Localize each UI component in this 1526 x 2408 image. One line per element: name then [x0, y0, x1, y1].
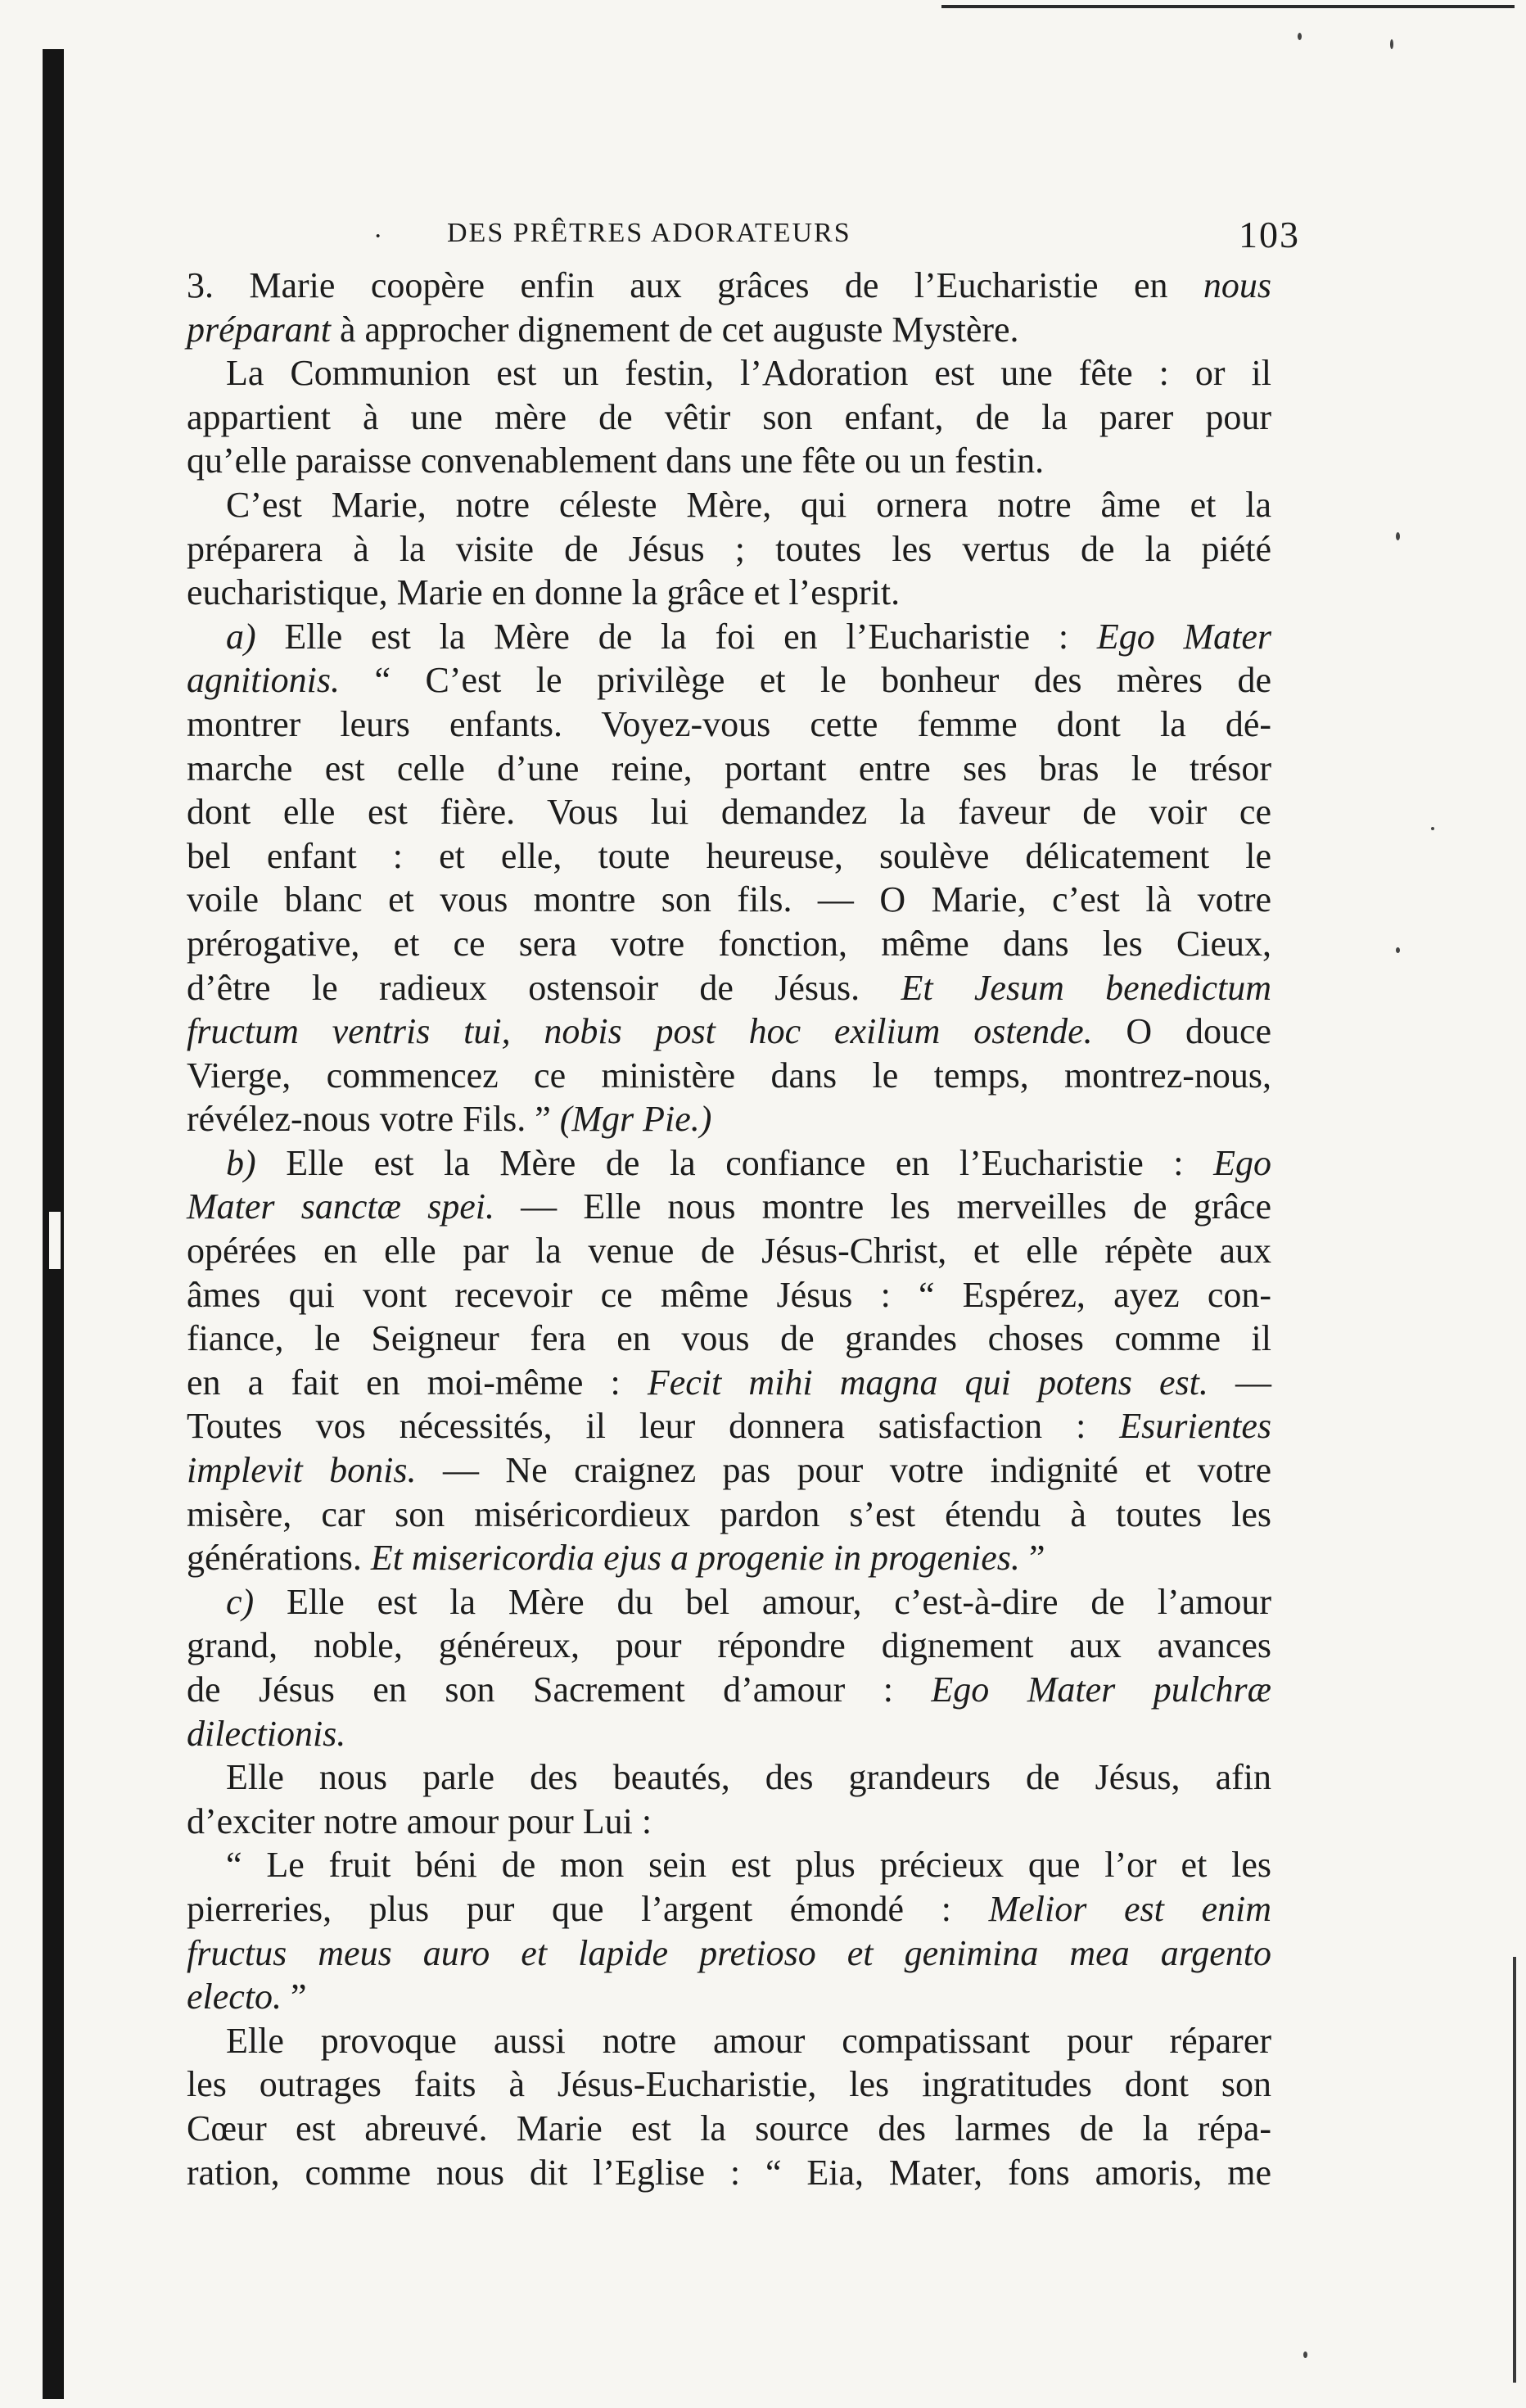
text-line: [187, 1054, 1271, 1098]
text-segment: d’être le radieux ostensoir de Jésus.: [187, 967, 901, 1008]
text-line: [187, 2107, 1271, 2151]
text-line: [187, 439, 1271, 483]
text-segment: ration, comme nous dit l’Eglise : “ Eia, Mater, fons amoris, me: [187, 2152, 1271, 2193]
text-line: [187, 1097, 1271, 1141]
text-segment: O douce: [1092, 1011, 1272, 1052]
text-segment: Elle est la Mère de la foi en l’Eucharistie :: [255, 616, 1097, 657]
italic-segment: Et Jesum benedictum: [901, 967, 1271, 1008]
text-line: [187, 1668, 1271, 1712]
scan-speck: [1390, 39, 1393, 49]
text-segment: bel enfant : et elle, toute heureuse, soulève délicatement le: [187, 835, 1271, 876]
text-segment: âmes qui vont recevoir ce même Jésus : “ Espérez, ayez con-: [187, 1274, 1271, 1315]
text-line: [187, 395, 1271, 440]
italic-segment: electo.: [187, 1977, 282, 2017]
text-line: [187, 703, 1271, 747]
text-line: [187, 1536, 1271, 1580]
italic-segment: Mater sanctæ spei.: [187, 1186, 494, 1227]
text-line: [187, 2062, 1271, 2107]
italic-segment: Ego Mater: [1096, 616, 1272, 657]
text-line: [187, 1185, 1271, 1229]
text-line: [187, 834, 1271, 879]
italic-segment: c): [226, 1581, 255, 1622]
text-segment: les outrages faits à Jésus-Eucharistie, les ingratitudes dont son: [187, 2064, 1271, 2105]
text-segment: générations.: [187, 1538, 371, 1579]
text-line: [187, 308, 1271, 352]
text-line: [187, 1975, 1271, 2019]
text-line: [187, 264, 1271, 308]
italic-segment: dilectionis.: [187, 1713, 346, 1754]
text-segment: eucharistique, Marie en donne la grâce et l’esprit.: [187, 572, 901, 613]
text-segment: à approcher dignement de cet auguste Mystère.: [331, 309, 1019, 350]
text-segment: — Ne craignez pas pour votre indignité et votre: [416, 1450, 1271, 1491]
text-segment: de Jésus en son Sacrement d’amour :: [187, 1669, 932, 1710]
italic-segment: implevit bonis.: [187, 1450, 417, 1491]
page-number: 103: [1239, 214, 1300, 255]
italic-segment: fructum ventris tui, nobis post hoc exilium ostende.: [187, 1011, 1093, 1052]
italic-segment: fructus meus auro et lapide pretioso et genimina mea argento: [187, 1932, 1271, 1973]
text-line: [187, 1317, 1271, 1361]
text-line: [187, 966, 1271, 1010]
text-segment: fiance, le Seigneur fera en vous de grandes choses comme il: [187, 1318, 1271, 1359]
text-segment: grand, noble, généreux, pour répondre dignement aux avances: [187, 1625, 1271, 1666]
text-segment: Elle nous parle des beautés, des grandeurs de Jésus, afin: [226, 1757, 1271, 1798]
text-line: [187, 1273, 1271, 1317]
text-segment: voile blanc et vous montre son fils. — O Marie, c’est là votre: [187, 879, 1271, 920]
text-line: [187, 1755, 1271, 1800]
text-line: [187, 1887, 1271, 1931]
scan-speck: [1396, 947, 1400, 953]
text-segment: “ C’est le privilège et le bonheur des mères de: [340, 660, 1271, 701]
text-segment: La Communion est un festin, l’Adoration est une fête : or il: [226, 353, 1271, 394]
text-line: [187, 658, 1271, 703]
text-segment: 3. Marie coopère enfin aux grâces de l’Eucharistie en: [187, 265, 1203, 305]
text-segment: Cœur est abreuvé. Marie est la source des larmes de la répa-: [187, 2108, 1271, 2148]
text-segment: C’est Marie, notre céleste Mère, qui ornera notre âme et la: [226, 484, 1271, 525]
text-line: [187, 878, 1271, 922]
text-line: [187, 483, 1271, 527]
text-segment: d’exciter notre amour pour Lui :: [187, 1800, 652, 1841]
scan-speck: [1431, 827, 1434, 830]
text-segment: qu’elle paraisse convenablement dans une fête ou un festin.: [187, 440, 1045, 481]
italic-segment: a): [226, 616, 256, 657]
italic-segment: (Mgr Pie.): [559, 1099, 712, 1140]
text-line: [187, 1931, 1271, 1976]
scan-speck: [1396, 532, 1400, 540]
running-header: [187, 214, 1300, 257]
scan-right-edge: [1513, 1957, 1516, 2383]
text-segment: préparera à la visite de Jésus ; toutes les vertus de la piété: [187, 528, 1271, 569]
text-line: [187, 922, 1271, 966]
running-title: DES PRÊTRES ADORATEURS: [447, 218, 851, 248]
text-segment: marche est celle d’une reine, portant entre ses bras le trésor: [187, 748, 1271, 788]
italic-segment: Ego Mater pulchræ: [931, 1669, 1271, 1710]
text-line: [187, 1624, 1271, 1668]
scan-speck: [1298, 33, 1302, 40]
binding-gap: [49, 1212, 61, 1269]
text-line: [187, 2151, 1271, 2195]
scan-top-rule: [941, 5, 1515, 8]
text-segment: — Elle nous montre les merveilles de grâce: [494, 1186, 1271, 1227]
italic-segment: préparant: [187, 309, 331, 350]
text-line: [187, 747, 1271, 791]
text-segment: Elle est la Mère du bel amour, c’est-à-dire de l’amour: [254, 1581, 1271, 1622]
text-segment: prérogative, et ce sera votre fonction, même dans les Cieux,: [187, 923, 1271, 964]
italic-segment: Et misericordia ejus a progenie in progenies.: [370, 1538, 1020, 1579]
text-line: [187, 351, 1271, 395]
header-dot: ·: [373, 221, 385, 251]
text-line: [187, 1229, 1271, 1273]
italic-segment: Ego: [1213, 1142, 1271, 1183]
text-line: [187, 790, 1271, 834]
text-line: [187, 1493, 1271, 1537]
italic-segment: nous: [1203, 265, 1271, 305]
text-line: [187, 1141, 1271, 1186]
italic-segment: agnitionis.: [187, 660, 341, 701]
text-segment: Elle est la Mère de la confiance en l’Eucharistie :: [255, 1142, 1214, 1183]
text-segment: appartient à une mère de vêtir son enfant, de la parer pour: [187, 396, 1271, 437]
text-segment: ”: [1019, 1538, 1045, 1579]
body-text: [187, 264, 1271, 2194]
text-segment: Toutes vos nécessités, il leur donnera satisfaction :: [187, 1406, 1120, 1447]
text-line: [187, 571, 1271, 615]
text-line: [187, 1843, 1271, 1887]
text-line: [187, 1404, 1271, 1448]
text-segment: ”: [282, 1977, 307, 2017]
text-line: [187, 615, 1271, 659]
text-segment: Elle provoque aussi notre amour compatissant pour réparer: [226, 2020, 1271, 2061]
text-line: [187, 1712, 1271, 1756]
italic-segment: Esurientes: [1119, 1406, 1271, 1447]
text-segment: —: [1208, 1362, 1271, 1403]
text-line: [187, 1010, 1271, 1054]
text-segment: “ Le fruit béni de mon sein est plus précieux que l’or et les: [226, 1845, 1271, 1886]
italic-segment: Melior est enim: [988, 1888, 1271, 1929]
italic-segment: b): [226, 1142, 256, 1183]
text-segment: Vierge, commencez ce ministère dans le temps, montrez-nous,: [187, 1055, 1271, 1096]
text-segment: opérées en elle par la venue de Jésus-Christ, et elle répète aux: [187, 1231, 1271, 1272]
scan-speck: [1303, 2352, 1307, 2358]
italic-segment: Fecit mihi magna qui potens est.: [647, 1362, 1208, 1403]
text-line: [187, 1448, 1271, 1493]
text-segment: révélez-nous votre Fils. ”: [187, 1099, 560, 1140]
text-line: [187, 1361, 1271, 1405]
text-line: [187, 527, 1271, 572]
text-segment: dont elle est fière. Vous lui demandez la faveur de voir ce: [187, 792, 1271, 833]
text-line: [187, 1580, 1271, 1624]
text-segment: montrer leurs enfants. Voyez-vous cette femme dont la dé-: [187, 703, 1271, 744]
text-line: [187, 2019, 1271, 2063]
text-segment: misère, car son miséricordieux pardon s’est étendu à toutes les: [187, 1493, 1271, 1534]
text-line: [187, 1800, 1271, 1844]
text-segment: en a fait en moi-même :: [187, 1362, 648, 1403]
text-segment: pierreries, plus pur que l’argent émondé :: [187, 1888, 989, 1929]
